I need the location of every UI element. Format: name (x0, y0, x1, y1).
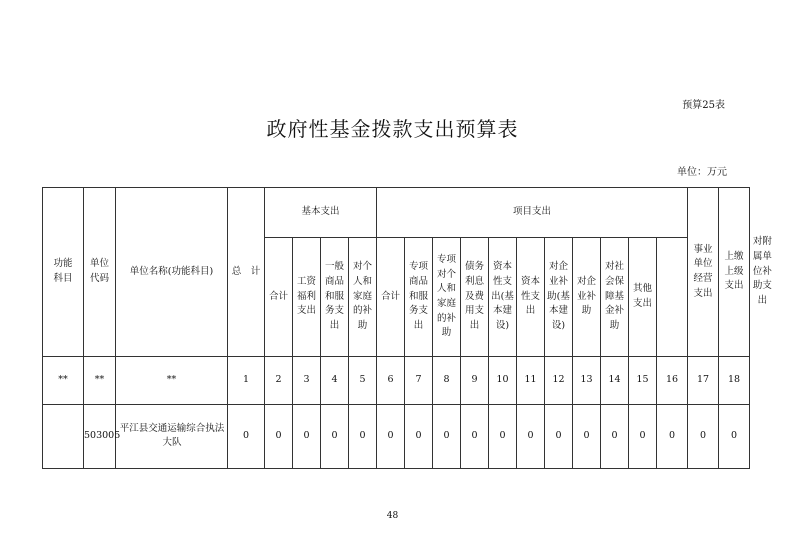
data-cell: 0 (349, 405, 377, 469)
data-cell: 0 (601, 405, 629, 469)
unit-name-cell: 平江县交通运输综合执法大队 (116, 405, 228, 469)
data-cell: 0 (719, 405, 750, 469)
header-proj-subsidy: 专项对个人和家庭的补助 (433, 238, 461, 357)
data-cell: 0 (377, 405, 405, 469)
data-cell: 0 (228, 405, 265, 469)
header-upper: 上缴上级支出 (719, 188, 750, 357)
index-cell: 4 (321, 357, 349, 405)
index-cell: 11 (517, 357, 545, 405)
index-cell: 16 (657, 357, 688, 405)
data-cell (43, 405, 84, 469)
index-cell: ** (43, 357, 84, 405)
index-cell: 15 (629, 357, 657, 405)
unit-code-cell: 503005 (84, 405, 116, 469)
index-cell: 7 (405, 357, 433, 405)
index-cell: ** (116, 357, 228, 405)
header-proj-ent: 对企业补助 (573, 238, 601, 357)
header-proj-capital-build: 资本性支出(基本建设) (489, 238, 517, 357)
index-cell: 12 (545, 357, 573, 405)
index-cell: 6 (377, 357, 405, 405)
index-cell: 3 (293, 357, 321, 405)
header-proj-other: 其他支出 (629, 238, 657, 357)
header-basic-wage: 工资福利支出 (293, 238, 321, 357)
table-row (43, 405, 750, 469)
data-cell: 0 (405, 405, 433, 469)
header-project-group: 项目支出 (377, 188, 688, 238)
index-cell: 2 (265, 357, 293, 405)
data-cell: 0 (321, 405, 349, 469)
header-proj-ent-build: 对企业补助(基本建设) (545, 238, 573, 357)
data-cell: 0 (433, 405, 461, 469)
header-proj-debt: 债务利息及费用支出 (461, 238, 489, 357)
page-number: 48 (386, 511, 399, 521)
data-cell: 0 (265, 405, 293, 469)
header-proj-goods: 专项商品和服务支出 (405, 238, 433, 357)
header-proj-social: 对社会保障基金补助 (601, 238, 629, 357)
header-basic-goods: 一般商品和服务支出 (321, 238, 349, 357)
index-cell: ** (84, 357, 116, 405)
header-unit-name: 单位名称(功能科目) (116, 188, 228, 357)
data-cell: 0 (573, 405, 601, 469)
index-cell: 1 (228, 357, 265, 405)
index-cell: 17 (688, 357, 719, 405)
header-func-subject: 功能科目 (43, 188, 84, 357)
page-title: 政府性基金拨款支出预算表 (266, 117, 519, 141)
budget-table: 功能科目 单位代码 单位名称(功能科目) 总 计 基本支出 项目支出 事业单位经营支出 上缴上级支出 对附属单位补助支出 合计 工资福利支出 一般商品和服务支出 对个人和家庭的补助 合计 专项商品和服务支出 专项对个人和家庭的补助 债务利息及费用支出 资本性支出(基本建设) 资本性支出 对企业补助(基本建设) 对企业补助 对社会保障基金补助 其他支出 ** ** ** 1 2 3 4 5 6 7 8 9 10 11 12 13 14 15 16 17 18 503005 平江县交通运输综合执法大队 0 0 0 0 0 0 0 0 0 0 0 0 0 0 0 0 0 0 (42, 187, 750, 469)
header-unit-code: 单位代码 (84, 188, 116, 357)
data-cell: 0 (657, 405, 688, 469)
header-basic-total: 合计 (265, 238, 293, 357)
header-basic-subsidy: 对个人和家庭的补助 (349, 238, 377, 357)
data-cell: 0 (489, 405, 517, 469)
unit-label: 单位：万元 (677, 167, 727, 178)
data-cell: 0 (461, 405, 489, 469)
index-cell: 13 (573, 357, 601, 405)
header-proj-total: 合计 (377, 238, 405, 357)
header-proj-capital: 资本性支出 (517, 238, 545, 357)
form-reference: 预算25表 (682, 100, 725, 111)
index-cell: 18 (719, 357, 750, 405)
header-biz-unit: 事业单位经营支出 (688, 188, 719, 357)
data-cell: 0 (517, 405, 545, 469)
header-total: 总 计 (228, 188, 265, 357)
data-cell: 0 (545, 405, 573, 469)
index-cell: 8 (433, 357, 461, 405)
header-basic-group: 基本支出 (265, 188, 377, 238)
index-cell: 10 (489, 357, 517, 405)
index-cell: 14 (601, 357, 629, 405)
data-cell: 0 (293, 405, 321, 469)
data-cell: 0 (629, 405, 657, 469)
index-cell: 5 (349, 357, 377, 405)
index-cell: 9 (461, 357, 489, 405)
data-cell: 0 (688, 405, 719, 469)
index-row (43, 357, 750, 405)
